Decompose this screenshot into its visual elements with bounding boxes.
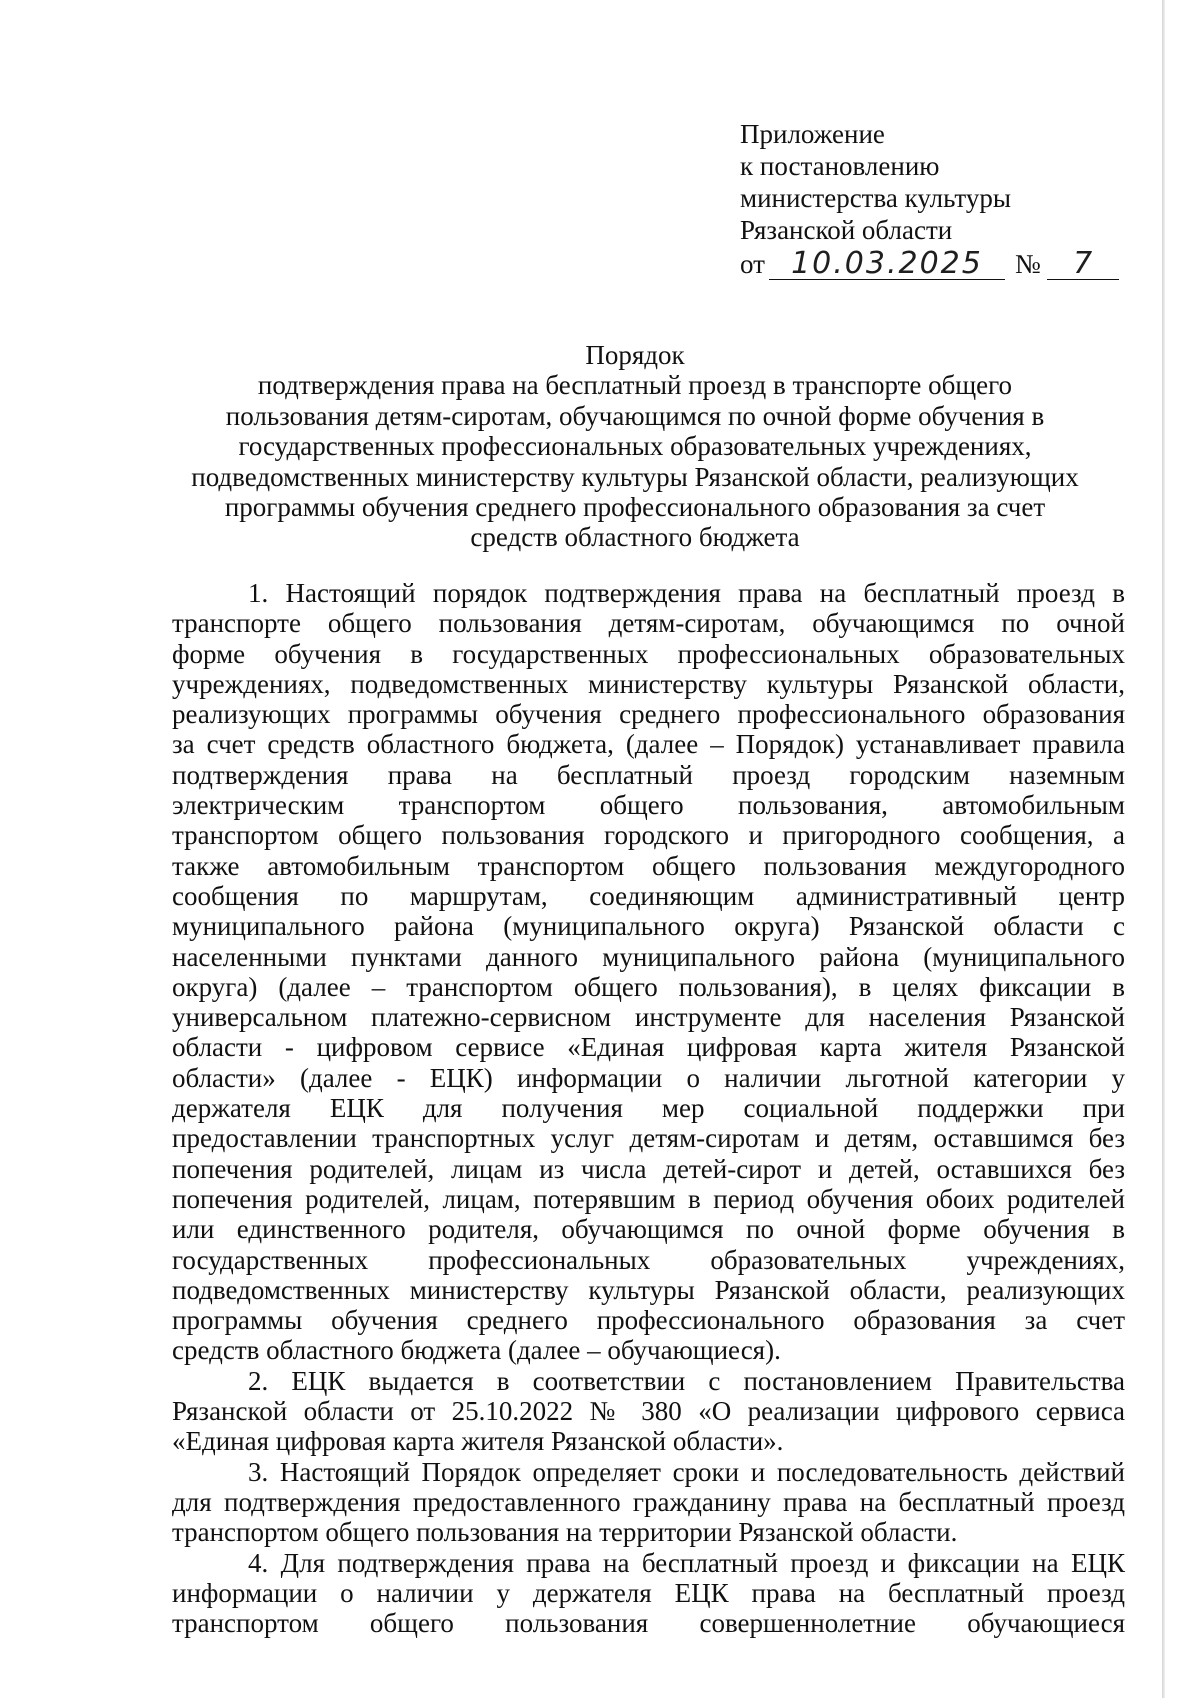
text-line: населенными пунктами данного муниципального района (муниципального: [172, 941, 1125, 972]
text-line: предоставлении транспортных услуг детям-сиротам и детям, оставшимся без: [172, 1123, 1125, 1154]
date-number-row: [740, 248, 1140, 280]
text-line: программы обучения среднего профессионального образования за счет: [172, 1305, 1125, 1336]
document-title: [170, 340, 1100, 553]
title-line: пользования детям-сиротам, обучающимся по очной форме обучения в: [225, 400, 1045, 431]
title-line: государственных профессиональных образовательных учреждениях,: [238, 431, 1032, 462]
text-line: или единственного родителя, обучающимся по очной форме обучения в: [172, 1214, 1125, 1245]
text-line: 1. Настоящий порядок подтверждения права на бесплатный проезд в: [248, 578, 1125, 608]
text-line: реализующих программы обучения среднего профессионального образования: [172, 699, 1125, 730]
paragraph-1: [172, 578, 1125, 1366]
text-line: форме обучения в государственных профессиональных образовательных: [172, 638, 1125, 669]
text-line: электрическим транспортом общего пользования, автомобильным: [172, 790, 1125, 821]
text-line: за счет средств областного бюджета, (далее – Порядок) устанавливает правила: [172, 729, 1125, 760]
document-body: [172, 578, 1125, 1638]
number-label: №: [1014, 249, 1041, 279]
paragraph-2: [172, 1366, 1125, 1457]
text-line: 2. ЕЦК выдается в соответствии с постановлением Правительства: [248, 1365, 1125, 1396]
text-line: информации о наличии у держателя ЕЦК права на бесплатный проезд: [172, 1577, 1125, 1608]
text-line: транспортом общего пользования на территории Рязанской области.: [172, 1517, 958, 1548]
text-line: учреждениях, подведомственных министерству культуры Рязанской области,: [172, 668, 1125, 699]
scan-edge-shadow: [1162, 0, 1165, 1698]
text-line: транспорте общего пользования детям-сиротам, обучающимся по очной: [172, 608, 1125, 639]
appendix-line: Рязанской области: [740, 215, 953, 245]
handwritten-number: 7: [1047, 249, 1119, 280]
text-line: для подтверждения предоставленного гражданину права на бесплатный проезд: [172, 1486, 1125, 1517]
text-line: универсальном платежно-сервисном инструменте для населения Рязанской: [172, 1002, 1125, 1033]
from-label: от: [740, 249, 765, 279]
text-line: «Единая цифровая карта жителя Рязанской области».: [172, 1426, 784, 1457]
text-line: подведомственных министерству культуры Рязанской области, реализующих: [172, 1274, 1125, 1305]
title-line: подведомственных министерству культуры Рязанской области, реализующих: [191, 461, 1079, 492]
title-word: Порядок: [585, 340, 685, 370]
text-line: 3. Настоящий Порядок определяет сроки и последовательность действий: [248, 1456, 1125, 1487]
appendix-line: Приложение: [740, 119, 885, 149]
paragraph-4: [172, 1548, 1125, 1639]
handwritten-date: 10.03.2025: [769, 249, 1005, 280]
text-line: Рязанской области от 25.10.2022 № 380 «О реализации цифрового сервиса: [172, 1396, 1125, 1427]
title-line: средств областного бюджета: [470, 522, 800, 553]
text-line: государственных профессиональных образовательных учреждениях,: [172, 1244, 1125, 1275]
paragraph-3: [172, 1457, 1125, 1548]
appendix-line: министерства культуры: [740, 183, 1012, 213]
text-line: держателя ЕЦК для получения мер социальной поддержки при: [172, 1093, 1125, 1124]
text-line: также автомобильным транспортом общего пользования междугородного: [172, 850, 1125, 881]
text-line: подтверждения права на бесплатный проезд городским наземным: [172, 759, 1125, 790]
text-line: сообщения по маршрутам, соединяющим административный центр: [172, 880, 1125, 911]
title-line: программы обучения среднего профессионального образования за счет: [224, 492, 1046, 523]
text-line: области» (далее - ЕЦК) информации о наличии льготной категории у: [172, 1062, 1125, 1093]
text-line: попечения родителей, лицам из числа детей-сирот и детей, оставшихся без: [172, 1153, 1125, 1184]
text-line: средств областного бюджета (далее – обучающиеся).: [172, 1335, 781, 1366]
text-line: округа) (далее – транспортом общего пользования), в целях фиксации в: [172, 971, 1125, 1002]
title-line: подтверждения права на бесплатный проезд в транспорте общего: [257, 370, 1013, 401]
text-line: муниципального района (муниципального округа) Рязанской области с: [172, 911, 1125, 942]
text-line: области - цифровом сервисе «Единая цифровая карта жителя Рязанской: [172, 1032, 1125, 1063]
text-line: попечения родителей, лицам, потерявшим в период обучения обоих родителей: [172, 1183, 1125, 1214]
text-line: транспортом общего пользования совершеннолетние обучающиеся: [172, 1608, 1125, 1639]
text-line: транспортом общего пользования городского и пригородного сообщения, а: [172, 820, 1125, 851]
appendix-line: к постановлению: [740, 151, 940, 181]
text-line: 4. Для подтверждения права на бесплатный проезд и фиксации на ЕЦК: [248, 1547, 1125, 1578]
appendix-header: [740, 118, 1140, 280]
